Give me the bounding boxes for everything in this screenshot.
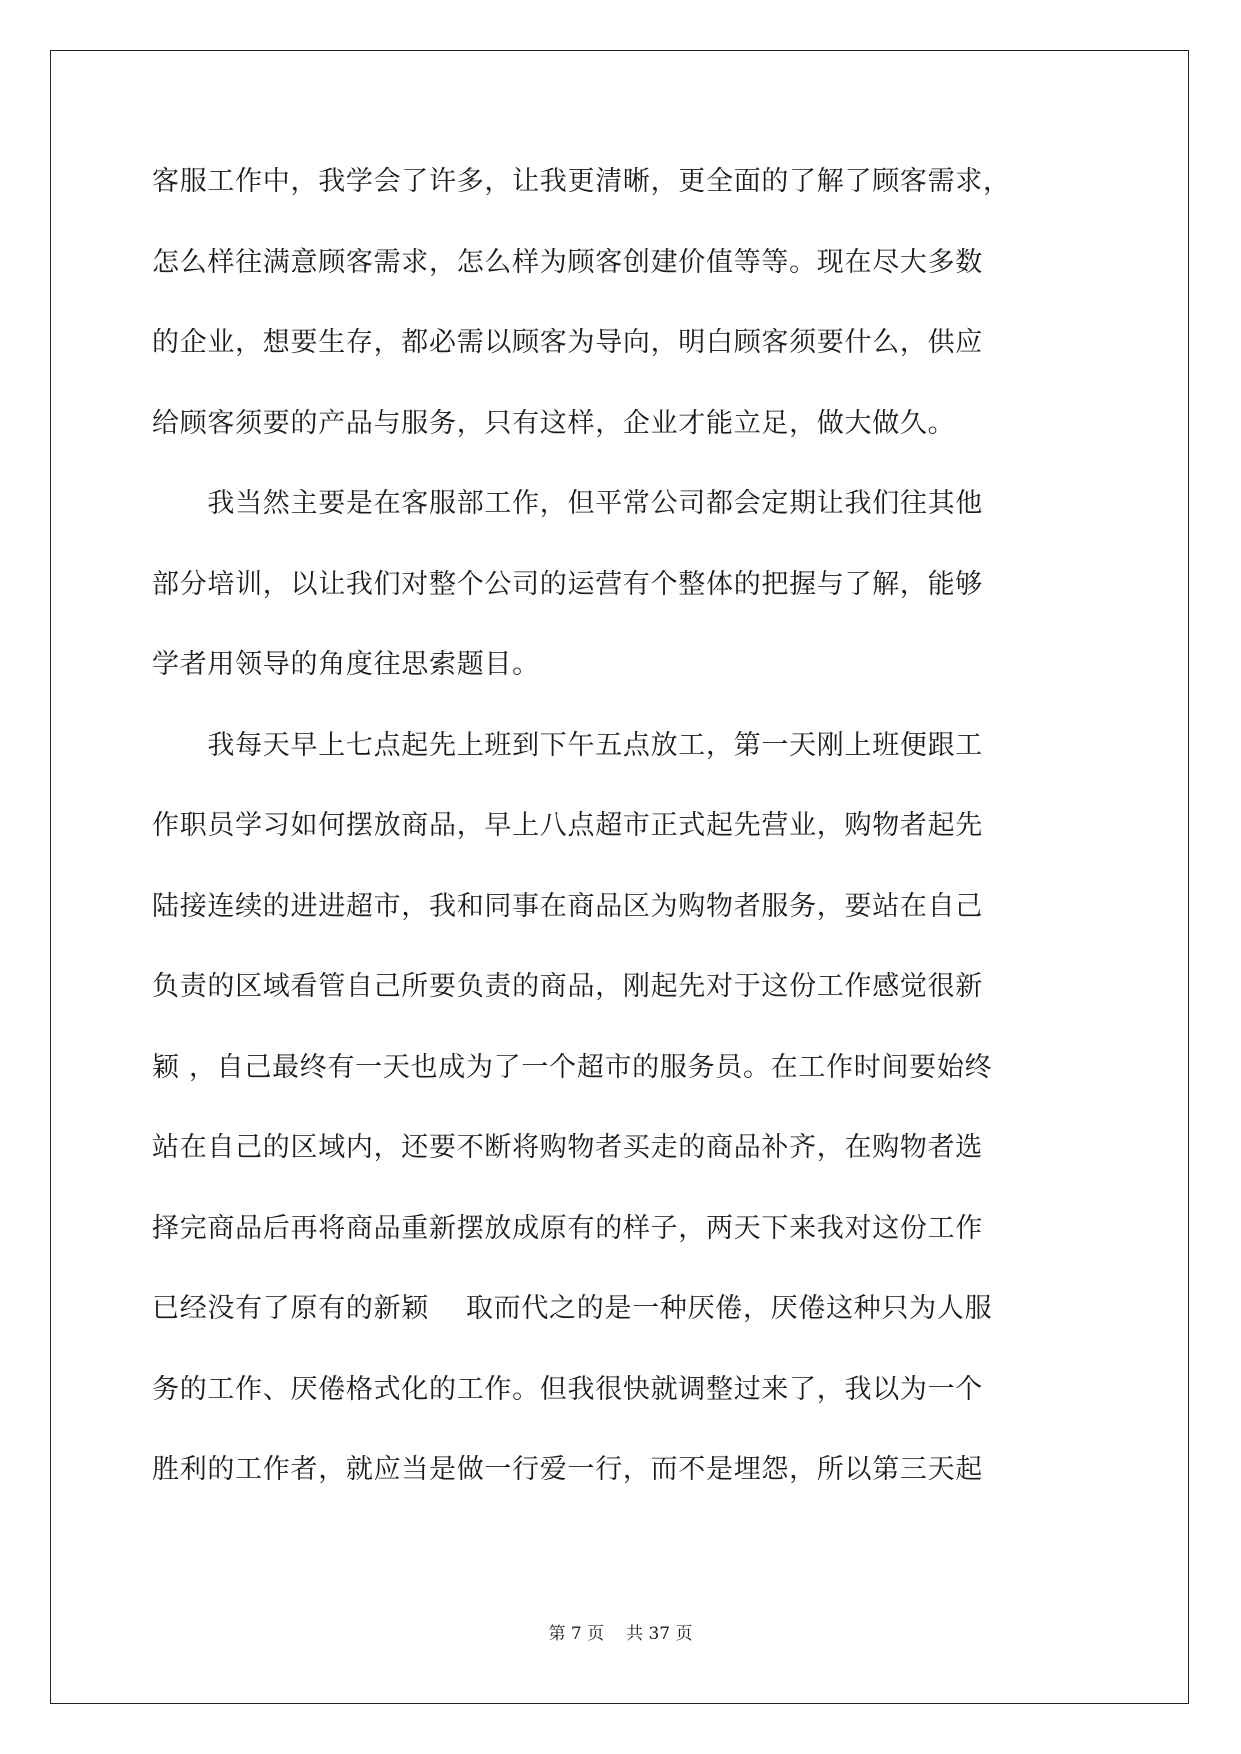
- text-line: 务的工作、厌倦格式化的工作。但我很快就调整过来了，我以为一个: [152, 1373, 983, 1405]
- document-body: [152, 162, 1092, 1531]
- text-line: 择完商品后再将商品重新摆放成原有的样子，两天下来我对这份工作: [152, 1212, 983, 1244]
- text-line: 学者用领导的角度往思索题目。: [152, 649, 540, 680]
- text-line: 我当然主要是在客服部工作，但平常公司都会定期让我们往其他: [152, 488, 983, 519]
- text-line: 负责的区域看管自己所要负责的商品，刚起先对于这份工作感觉很新: [152, 971, 983, 1002]
- page-number-current: 第 7 页: [548, 1624, 605, 1644]
- text-line: 客服工作中，我学会了许多，让我更清晰，更全面的了解了顾客需求，: [152, 166, 1011, 197]
- text-line: 给顾客须要的产品与服务，只有这样，企业才能立足，做大做久。: [152, 407, 956, 439]
- text-line: 部分培训，以让我们对整个公司的运营有个整体的把握与了解，能够: [152, 568, 983, 600]
- text-line: 站在自己的区域内，还要不断将购物者买走的商品补齐，在购物者选: [152, 1132, 983, 1163]
- text-line: 作职员学习如何摆放商品，早上八点超市正式起先营业，购物者起先: [152, 810, 983, 841]
- text-line: 已经没有了原有的新颖 取而代之的是一种厌倦，厌倦这种只为人服: [152, 1293, 993, 1324]
- text-line: 陆接连续的进进超市，我和同事在商品区为购物者服务，要站在自己: [152, 890, 983, 922]
- page-footer: [0, 1622, 1241, 1646]
- text-line: 怎么样往满意顾客需求，怎么样为顾客创建价值等等。现在尽大多数: [152, 246, 983, 278]
- text-line: 颖 ，自己最终有一天也成为了一个超市的服务员。在工作时间要始终: [152, 1051, 993, 1083]
- text-line: 我每天早上七点起先上班到下午五点放工，第一天刚上班便跟工: [152, 729, 983, 761]
- text-line: 的企业，想要生存，都必需以顾客为导向，明白顾客须要什么，供应: [152, 327, 983, 358]
- page-number-total: 共 37 页: [626, 1624, 693, 1644]
- text-line: 胜利的工作者，就应当是做一行爱一行，而不是埋怨，所以第三天起: [152, 1454, 983, 1485]
